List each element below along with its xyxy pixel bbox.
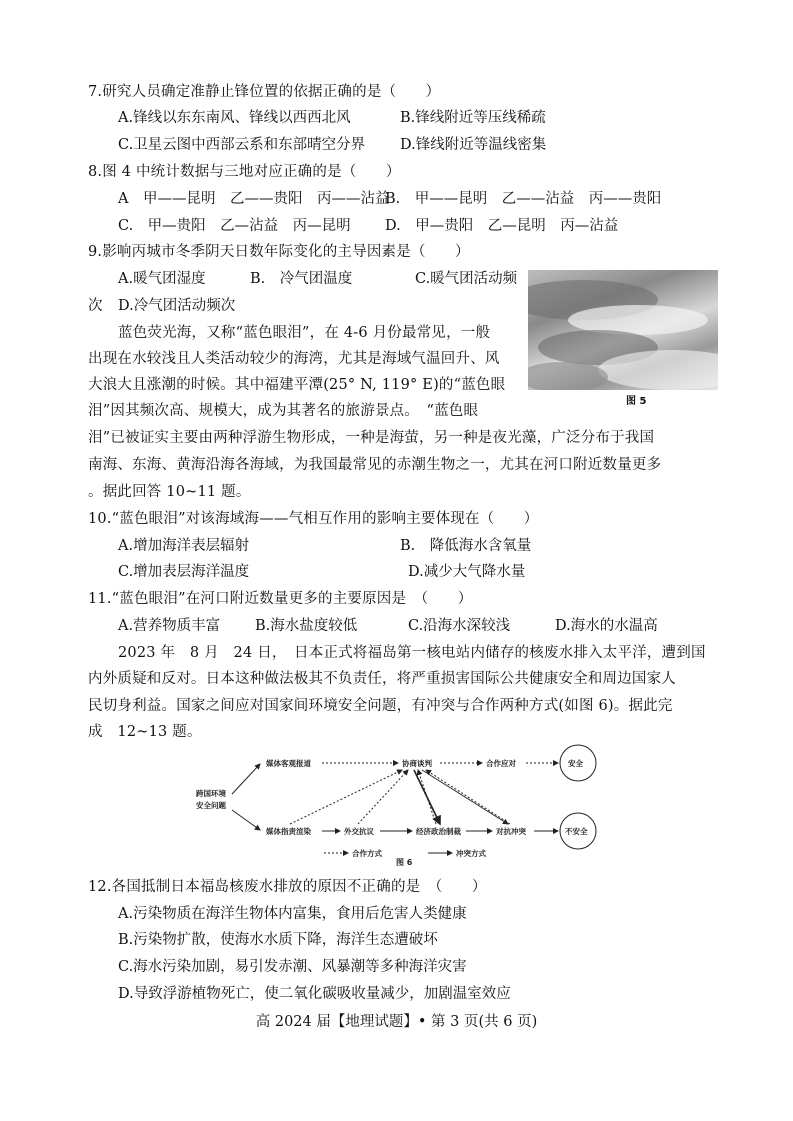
- q11-option-c: C.沿海水深较浅: [408, 618, 511, 634]
- q12-option-a: A.污染物质在海洋生物体内富集，食用后危害人类健康: [118, 906, 467, 922]
- page-footer: 高 2024 届【地理试题】• 第 3 页(共 6 页): [255, 1014, 538, 1030]
- figure5-caption: 图 5: [626, 396, 647, 407]
- passage1-line: 泪”已被证实主要由两种浮游生物形成，一种是海萤，另一种是夜光藻，广泛分布于我国: [88, 430, 655, 446]
- figure5-photo: [528, 270, 718, 390]
- passage1-line: 。据此回答 10~11 题。: [88, 484, 251, 500]
- q8-option-d: D. 甲—贵阳 乙—昆明 丙—沾益: [385, 218, 619, 234]
- q7-option-d: D.锋线附近等温线密集: [400, 137, 547, 153]
- fig6-branch-down: [232, 810, 260, 830]
- q10-option-d: D.减少大气降水量: [408, 564, 526, 580]
- fig6-bottom-protest: 外交抗议: [344, 827, 374, 836]
- q11-option-a: A.营养物质丰富: [118, 618, 221, 634]
- fig6-caption: 图 6: [396, 858, 413, 866]
- fig6-branch-up: [232, 764, 260, 794]
- fig6-legend-conflict: 冲突方式: [456, 849, 486, 858]
- passage2-line: 内外质疑和反对。日本这种做法极其不负责任，将严重损害国际公共健康安全和周边国家人: [88, 671, 676, 687]
- fig6-top-negotiate: 协商谈判: [402, 759, 432, 768]
- q7-option-c: C.卫星云图中西部云系和东部晴空分界: [118, 137, 366, 153]
- fig6-cross-4: [422, 770, 508, 824]
- q8-stem: 8.图 4 中统计数据与三地对应正确的是（ ）: [88, 164, 401, 180]
- fig6-cross-2: [358, 770, 408, 824]
- q12-option-c: C.海水污染加剧，易引发赤潮、风暴潮等多种海洋灾害: [118, 959, 467, 975]
- fig6-unsafe-label: 不安全: [565, 827, 588, 836]
- q9-option-b: B. 冷气团温度: [250, 271, 353, 287]
- q9-option-c-continued: 次: [88, 298, 103, 314]
- q10-option-c: C.增加表层海洋温度: [118, 564, 250, 580]
- q9-option-c: C.暖气团活动频: [415, 271, 518, 287]
- q11-stem: 11.“蓝色眼泪”在河口附近数量更多的主要原因是 （ ）: [88, 591, 473, 607]
- fig6-top-cooperate: 合作应对: [486, 759, 516, 768]
- q10-stem: 10.“蓝色眼泪”对该海域海——气相互作用的影响主要体现在（ ）: [88, 511, 539, 527]
- fig6-safe-label: 安全: [568, 759, 583, 768]
- passage2-line: 成 12~13 题。: [88, 724, 202, 740]
- passage2-line: 民切身利益。国家之间应对国家间环境安全问题，有冲突与合作两种方式(如图 6)。据此完: [88, 698, 673, 714]
- q12-stem: 12.各国抵制日本福岛核废水排放的原因不正确的是 （ ）: [88, 879, 487, 895]
- q7-stem: 7.研究人员确定准静止锋位置的依据正确的是（ ）: [88, 84, 441, 100]
- fig6-start-line1: 跨国环境: [196, 789, 226, 798]
- fig6-cross-1: [290, 770, 402, 824]
- fig6-legend-coop: 合作方式: [352, 849, 382, 858]
- passage1-line: 大浪大且涨潮的时候。其中福建平潭(25° N, 119° E)的“蓝色眼: [88, 377, 506, 393]
- q11-option-d: D.海水的水温高: [555, 618, 658, 634]
- passage1-line: 南海、东海、黄海沿海各海域，为我国最常见的赤潮生物之一，尤其在河口附近数量更多: [88, 457, 662, 473]
- q8-option-c: C. 甲—贵阳 乙—沾益 丙—昆明: [118, 218, 351, 234]
- q7-option-b: B.锋线附近等压线稀疏: [400, 110, 546, 126]
- fig6-cross-6: [426, 770, 510, 824]
- passage1-line: 蓝色荧光海，又称“蓝色眼泪”，在 4-6 月份最常见，一般: [118, 325, 491, 341]
- q12-option-b: B.污染物扩散，使海水水质下降，海洋生态遭破坏: [118, 932, 438, 948]
- q12-option-d: D.导致浮游植物死亡，使二氧化碳吸收量减少，加剧温室效应: [118, 986, 511, 1002]
- q8-option-a: A 甲——昆明 乙——贵阳 丙——沾益: [118, 191, 390, 207]
- q10-option-b: B. 降低海水含氧量: [400, 538, 532, 554]
- q9-stem: 9.影响丙城市冬季阴天日数年际变化的主导因素是（ ）: [88, 244, 470, 260]
- q9-option-a: A.暖气团湿度: [118, 271, 206, 287]
- q11-option-b: B.海水盐度较低: [255, 618, 358, 634]
- fig6-top-media: 媒体客观报道: [266, 759, 311, 768]
- q10-option-a: A.增加海洋表层辐射: [118, 538, 250, 554]
- q7-option-a: A.锋线以东东南风、锋线以西西北风: [118, 110, 351, 126]
- fig6-bottom-conflict: 对抗冲突: [496, 827, 526, 836]
- fig6-start-line2: 安全问题: [196, 801, 226, 810]
- passage2-line: 2023 年 8 月 24 日， 日本正式将福岛第一核电站内储存的核废水排入太平洋，遭到国: [118, 645, 706, 661]
- q8-option-b: B. 甲——昆明 乙——沾益 丙——贵阳: [385, 191, 662, 207]
- q9-option-d: D.冷气团活动频次: [118, 298, 236, 314]
- passage1-line: 出现在水较浅且人类活动较少的海湾，尤其是海域气温回升、风: [88, 351, 500, 367]
- fig6-cross-5: [414, 770, 440, 824]
- figure6-diagram: [190, 738, 602, 866]
- fig6-bottom-sanction: 经济政治制裁: [416, 827, 461, 836]
- passage1-line: 泪”因其频次高、规模大，成为其著名的旅游景点。 “蓝色眼: [88, 403, 479, 419]
- fig6-bottom-media: 媒体指责渲染: [266, 827, 311, 836]
